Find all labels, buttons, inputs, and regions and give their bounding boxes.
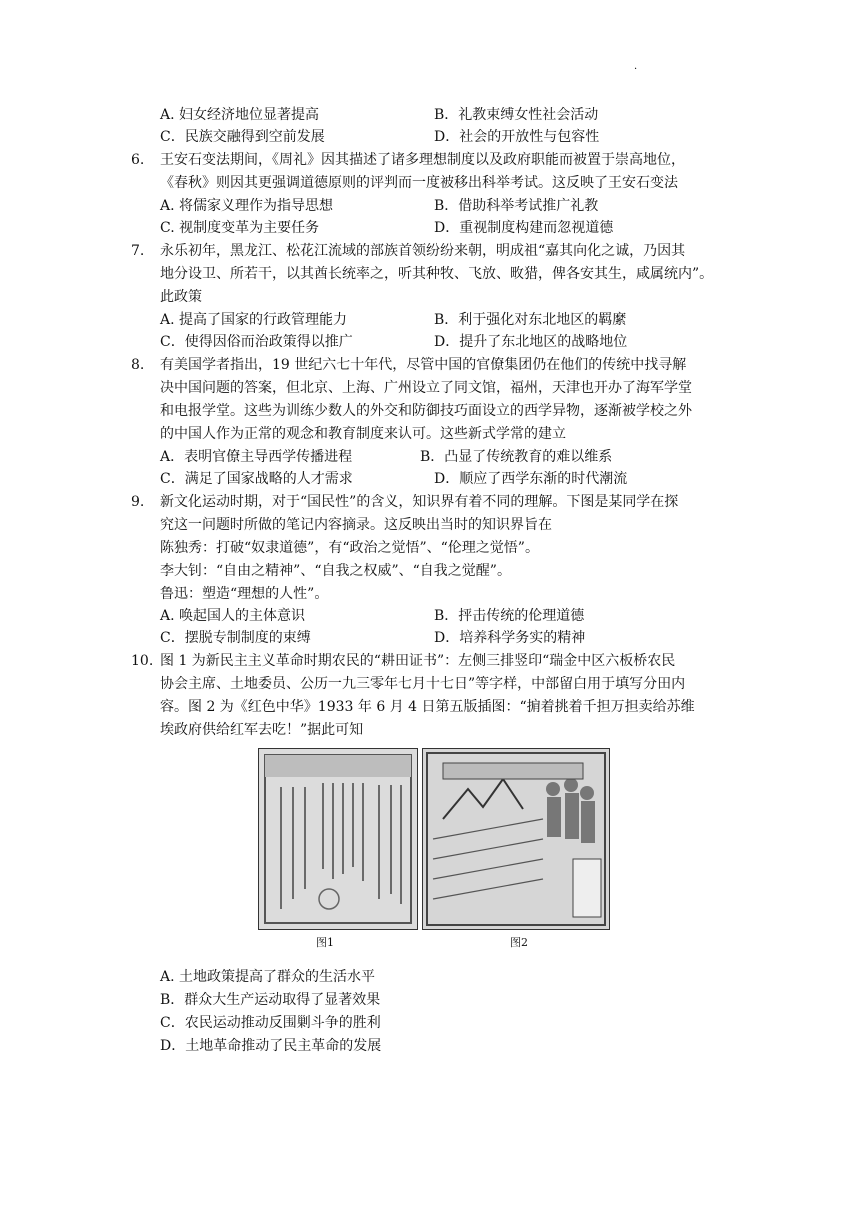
q10-option-d: D．土地革命推动了民主革命的发展 bbox=[160, 1038, 382, 1054]
q6-stem-line: 《春秋》则因其更强调道德原则的评判而一度被移出科举考试。这反映了王安石变法 bbox=[160, 175, 678, 191]
q10-option-a: A. 土地政策提高了群众的生活水平 bbox=[160, 969, 376, 985]
q9-option-d: D．培养科学务实的精神 bbox=[434, 630, 586, 646]
q9-note-line: 鲁迅：塑造“理想的人性”。 bbox=[160, 586, 329, 602]
q7-stem-line: 永乐初年，黑龙江、松花江流域的部族首领纷纷来朝，明成祖“嘉其向化之诚，乃因其 bbox=[160, 243, 686, 259]
q9-note-line: 陈独秀：打破“奴隶道德”，有“政治之觉悟”、“伦理之觉悟”。 bbox=[160, 540, 539, 556]
q8-stem-line: 的中国人作为正常的观念和教育制度来认可。这些新式学常的建立 bbox=[160, 426, 566, 442]
q6-number: 6. bbox=[131, 152, 145, 168]
q8-option-d: D．顺应了西学东渐的时代潮流 bbox=[434, 471, 628, 487]
top-dot: · bbox=[634, 64, 638, 75]
q7-stem-line: 此政策 bbox=[160, 289, 202, 305]
figure-1-caption: 图1 bbox=[316, 936, 334, 949]
q5-option-d: D．社会的开放性与包容性 bbox=[434, 129, 600, 145]
q10-stem-line: 图 1 为新民主主义革命时期农民的“耕田证书”：左侧三排竖印“瑞金中区六板桥农民 bbox=[160, 653, 676, 669]
q9-stem-line: 究这一问题时所做的笔记内容摘录。这反映出当时的知识界旨在 bbox=[160, 517, 552, 533]
q7-option-d: D．提升了东北地区的战略地位 bbox=[434, 334, 628, 350]
q5-option-a: A. 妇女经济地位显著提高 bbox=[160, 107, 320, 123]
q7-stem-line: 地分设卫、所若干，以其酋长统率之，听其种牧、飞放、畋猎，俾各安其生，咸属统内”。 bbox=[160, 266, 714, 282]
figure-2-caption: 图2 bbox=[510, 936, 528, 949]
q9-option-a: A. 唤起国人的主体意识 bbox=[160, 608, 306, 624]
q10-stem-line: 埃政府供给红军去吃！”据此可知 bbox=[160, 722, 364, 738]
q10-option-c: C．农民运动推动反围剿斗争的胜利 bbox=[160, 1015, 381, 1031]
q10-stem-line: 协会主席、土地委员、公历一九三零年七月十七日”等字样，中部留白用于填写分田内 bbox=[160, 676, 686, 692]
q8-stem-line: 和电报学堂。这些为训练少数人的外交和防御技巧面设立的西学异物，逐渐被学校之外 bbox=[160, 403, 692, 419]
q6-option-c: C. 视制度变革为主要任务 bbox=[160, 220, 320, 236]
q8-option-a: A．表明官僚主导西学传播进程 bbox=[160, 449, 353, 465]
q7-option-a: A. 提高了国家的行政管理能力 bbox=[160, 312, 348, 328]
q7-number: 7. bbox=[131, 243, 145, 259]
q8-stem-line: 决中国问题的答案，但北京、上海、广州设立了同文馆，福州，天津也开办了海军学堂 bbox=[160, 380, 692, 396]
q8-option-b: B．凸显了传统教育的难以维系 bbox=[420, 449, 613, 465]
q7-option-b: B．利于强化对东北地区的羁縻 bbox=[434, 312, 627, 328]
q5-option-b: B．礼教束缚女性社会活动 bbox=[434, 107, 599, 123]
q10-stem-line: 容。图 2 为《红色中华》1933 年 6 月 4 日第五版插图：“掮着挑着千担万担卖给苏维 bbox=[160, 699, 695, 715]
q8-number: 8. bbox=[131, 357, 145, 373]
q8-option-c: C．满足了国家战略的人才需求 bbox=[160, 471, 353, 487]
q10-figures bbox=[258, 748, 610, 956]
q9-option-c: C．摆脱专制制度的束缚 bbox=[160, 630, 311, 646]
q9-note-line: 李大钊：“自由之精神”、“自我之权威”、“自我之觉醒”。 bbox=[160, 563, 511, 579]
q5-option-c: C．民族交融得到空前发展 bbox=[160, 129, 325, 145]
q10-option-b: B．群众大生产运动取得了显著效果 bbox=[160, 992, 381, 1008]
q6-option-a: A. 将儒家义理作为指导思想 bbox=[160, 198, 334, 214]
q8-stem-line: 有美国学者指出，19 世纪六七十年代，尽管中国的官僚集团仍在他们的传统中找寻解 bbox=[160, 357, 687, 373]
q10-number: 10. bbox=[131, 653, 154, 669]
figure-2-illustration-image bbox=[422, 748, 610, 930]
q6-option-b: B．借助科举考试推广礼教 bbox=[434, 198, 599, 214]
q6-option-d: D．重视制度构建而忽视道德 bbox=[434, 220, 614, 236]
q7-option-c: C．使得因俗而治政策得以推广 bbox=[160, 334, 353, 350]
q9-number: 9. bbox=[131, 494, 145, 510]
q9-option-b: B．抨击传统的伦理道德 bbox=[434, 608, 585, 624]
q9-stem-line: 新文化运动时期，对于“国民性”的含义，知识界有着不同的理解。下图是某同学在探 bbox=[160, 494, 679, 510]
q6-stem-line: 王安石变法期间，《周礼》因其描述了诸多理想制度以及政府职能而被置于崇高地位， bbox=[160, 152, 685, 168]
figure-1-certificate-image bbox=[258, 748, 418, 930]
